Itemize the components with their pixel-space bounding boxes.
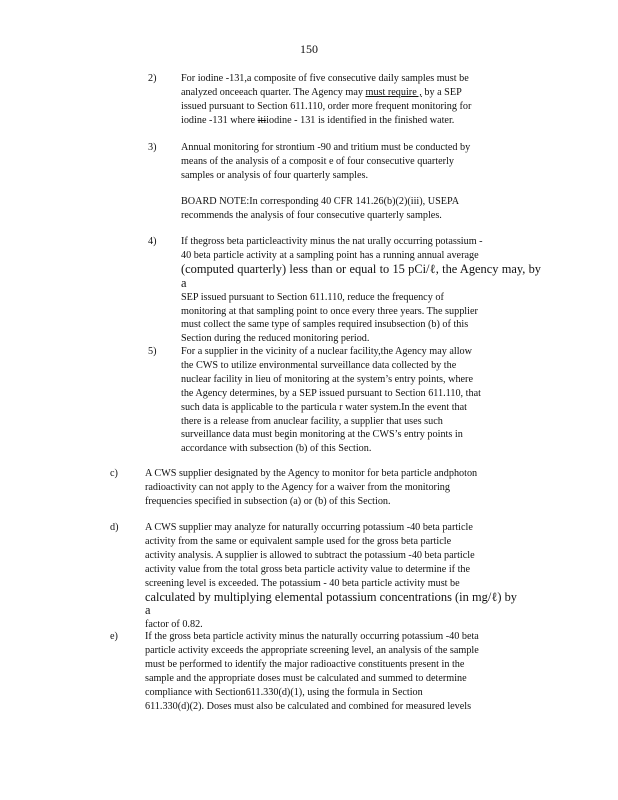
item-label: d) bbox=[110, 522, 119, 533]
text-line: recommends the analysis of four consecutive quarterly samples. bbox=[181, 209, 442, 221]
text-line: For a supplier in the vicinity of a nuclear facility,the Agency may allow bbox=[181, 346, 473, 357]
text-line: sample and the appropriate doses must be calculated and summed to determine bbox=[145, 672, 467, 684]
note-text bbox=[181, 195, 519, 223]
text-line: analyzed onceeach quarter. The Agency may must require , by a SEP bbox=[181, 86, 462, 98]
text-line: 611.330(d)(2). Doses must also be calculated and combined for measured levels bbox=[145, 700, 472, 712]
text-line: If thegross beta particleactivity minus the nat urally occurring potassium - bbox=[181, 236, 483, 247]
text-line: iodine -131 where itiiodine - 131 is identified in the finished water. bbox=[181, 114, 455, 126]
text-line: activity analysis. A supplier is allowed to subtract the potassium -40 beta particle bbox=[145, 549, 475, 561]
text-line: activity from the same or equivalent sample used for the gross beta particle bbox=[145, 535, 452, 547]
text-line: radioactivity can not apply to the Agency for a waiver from the monitoring bbox=[145, 481, 450, 493]
item-label: 3) bbox=[148, 142, 157, 153]
item-text bbox=[145, 521, 517, 632]
item-text bbox=[181, 72, 519, 128]
item-text bbox=[181, 235, 541, 346]
struck-text: iti bbox=[257, 114, 267, 126]
text-line: surveillance data must begin monitoring at the CWS’s entry points in bbox=[181, 429, 463, 441]
text-line: SEP issued pursuant to Section 611.110, reduce the frequency of bbox=[181, 291, 444, 303]
text-line: factor of 0.82. bbox=[145, 619, 203, 631]
text-line: must be performed to identify the major radioactive constituents present in the bbox=[145, 658, 465, 670]
text-line: activity value from the total gross beta particle activity value to determine if the bbox=[145, 563, 471, 575]
text-line: particle activity exceeds the appropriate screening level, an analysis of the sample bbox=[145, 644, 479, 656]
text-line: frequencies specified in subsection (a) or (b) of this Section. bbox=[145, 495, 391, 507]
text-line: the CWS to utilize environmental surveillance data collected by the bbox=[181, 359, 457, 371]
text-line: Annual monitoring for strontium -90 and tritium must be conducted by bbox=[181, 142, 471, 153]
text-line: compliance with Section611.330(d)(1), using the formula in Section bbox=[145, 686, 423, 698]
text-line: Section during the reduced monitoring period. bbox=[181, 333, 370, 345]
text-line: samples or analysis of four quarterly samples. bbox=[181, 169, 369, 181]
page-number: 150 bbox=[300, 42, 318, 56]
item-text bbox=[145, 630, 517, 713]
text-line: BOARD NOTE:In corresponding 40 CFR 141.26(b)(2)(iii), USEPA bbox=[181, 196, 460, 207]
text-line: screening level is exceeded. The potassium - 40 beta particle activity must be bbox=[145, 577, 460, 589]
text-line: A CWS supplier may analyze for naturally occurring potassium -40 beta particle bbox=[145, 522, 473, 533]
text-line: nuclear facility in lieu of monitoring at the system’s entry points, where bbox=[181, 373, 473, 385]
text-line: (computed quarterly) less than or equal to 15 pCi/ℓ, the Agency may, by a bbox=[181, 261, 541, 290]
text-line: accordance with subsection (b) of this Section. bbox=[181, 443, 372, 455]
item-label: 2) bbox=[148, 73, 157, 84]
item-label: c) bbox=[110, 468, 118, 479]
underlined-text: must require , bbox=[365, 86, 422, 98]
text-line: A CWS supplier designated by the Agency to monitor for beta particle andphoton bbox=[145, 468, 478, 479]
item-text bbox=[145, 467, 517, 509]
text-line: means of the analysis of a composit e of four consecutive quarterly bbox=[181, 155, 454, 167]
item-text bbox=[181, 141, 519, 183]
item-label: 5) bbox=[148, 346, 157, 357]
text-line: such data is applicable to the particula r water system.In the event that bbox=[181, 401, 467, 413]
text-line: must collect the same type of samples required insubsection (b) of this bbox=[181, 319, 469, 331]
text-line: 40 beta particle activity at a sampling point has a running annual average bbox=[181, 249, 479, 261]
item-label: 4) bbox=[148, 236, 157, 247]
text-line: For iodine -131,a composite of five consecutive daily samples must be bbox=[181, 73, 469, 84]
text-line: issued pursuant to Section 611.110, order more frequent monitoring for bbox=[181, 100, 472, 112]
item-label: e) bbox=[110, 631, 118, 642]
text-line: there is a release from anuclear facility, a supplier that uses such bbox=[181, 415, 443, 427]
text-line: If the gross beta particle activity minus the naturally occurring potassium -40 beta bbox=[145, 631, 479, 642]
text-line: monitoring at that sampling point to once every three years. The supplier bbox=[181, 305, 478, 317]
text-line: the Agency determines, by a SEP issued pursuant to Section 611.110, that bbox=[181, 387, 481, 399]
text-line: calculated by multiplying elemental potassium concentrations (in mg/ℓ) by a bbox=[145, 589, 517, 618]
item-text bbox=[181, 345, 519, 456]
